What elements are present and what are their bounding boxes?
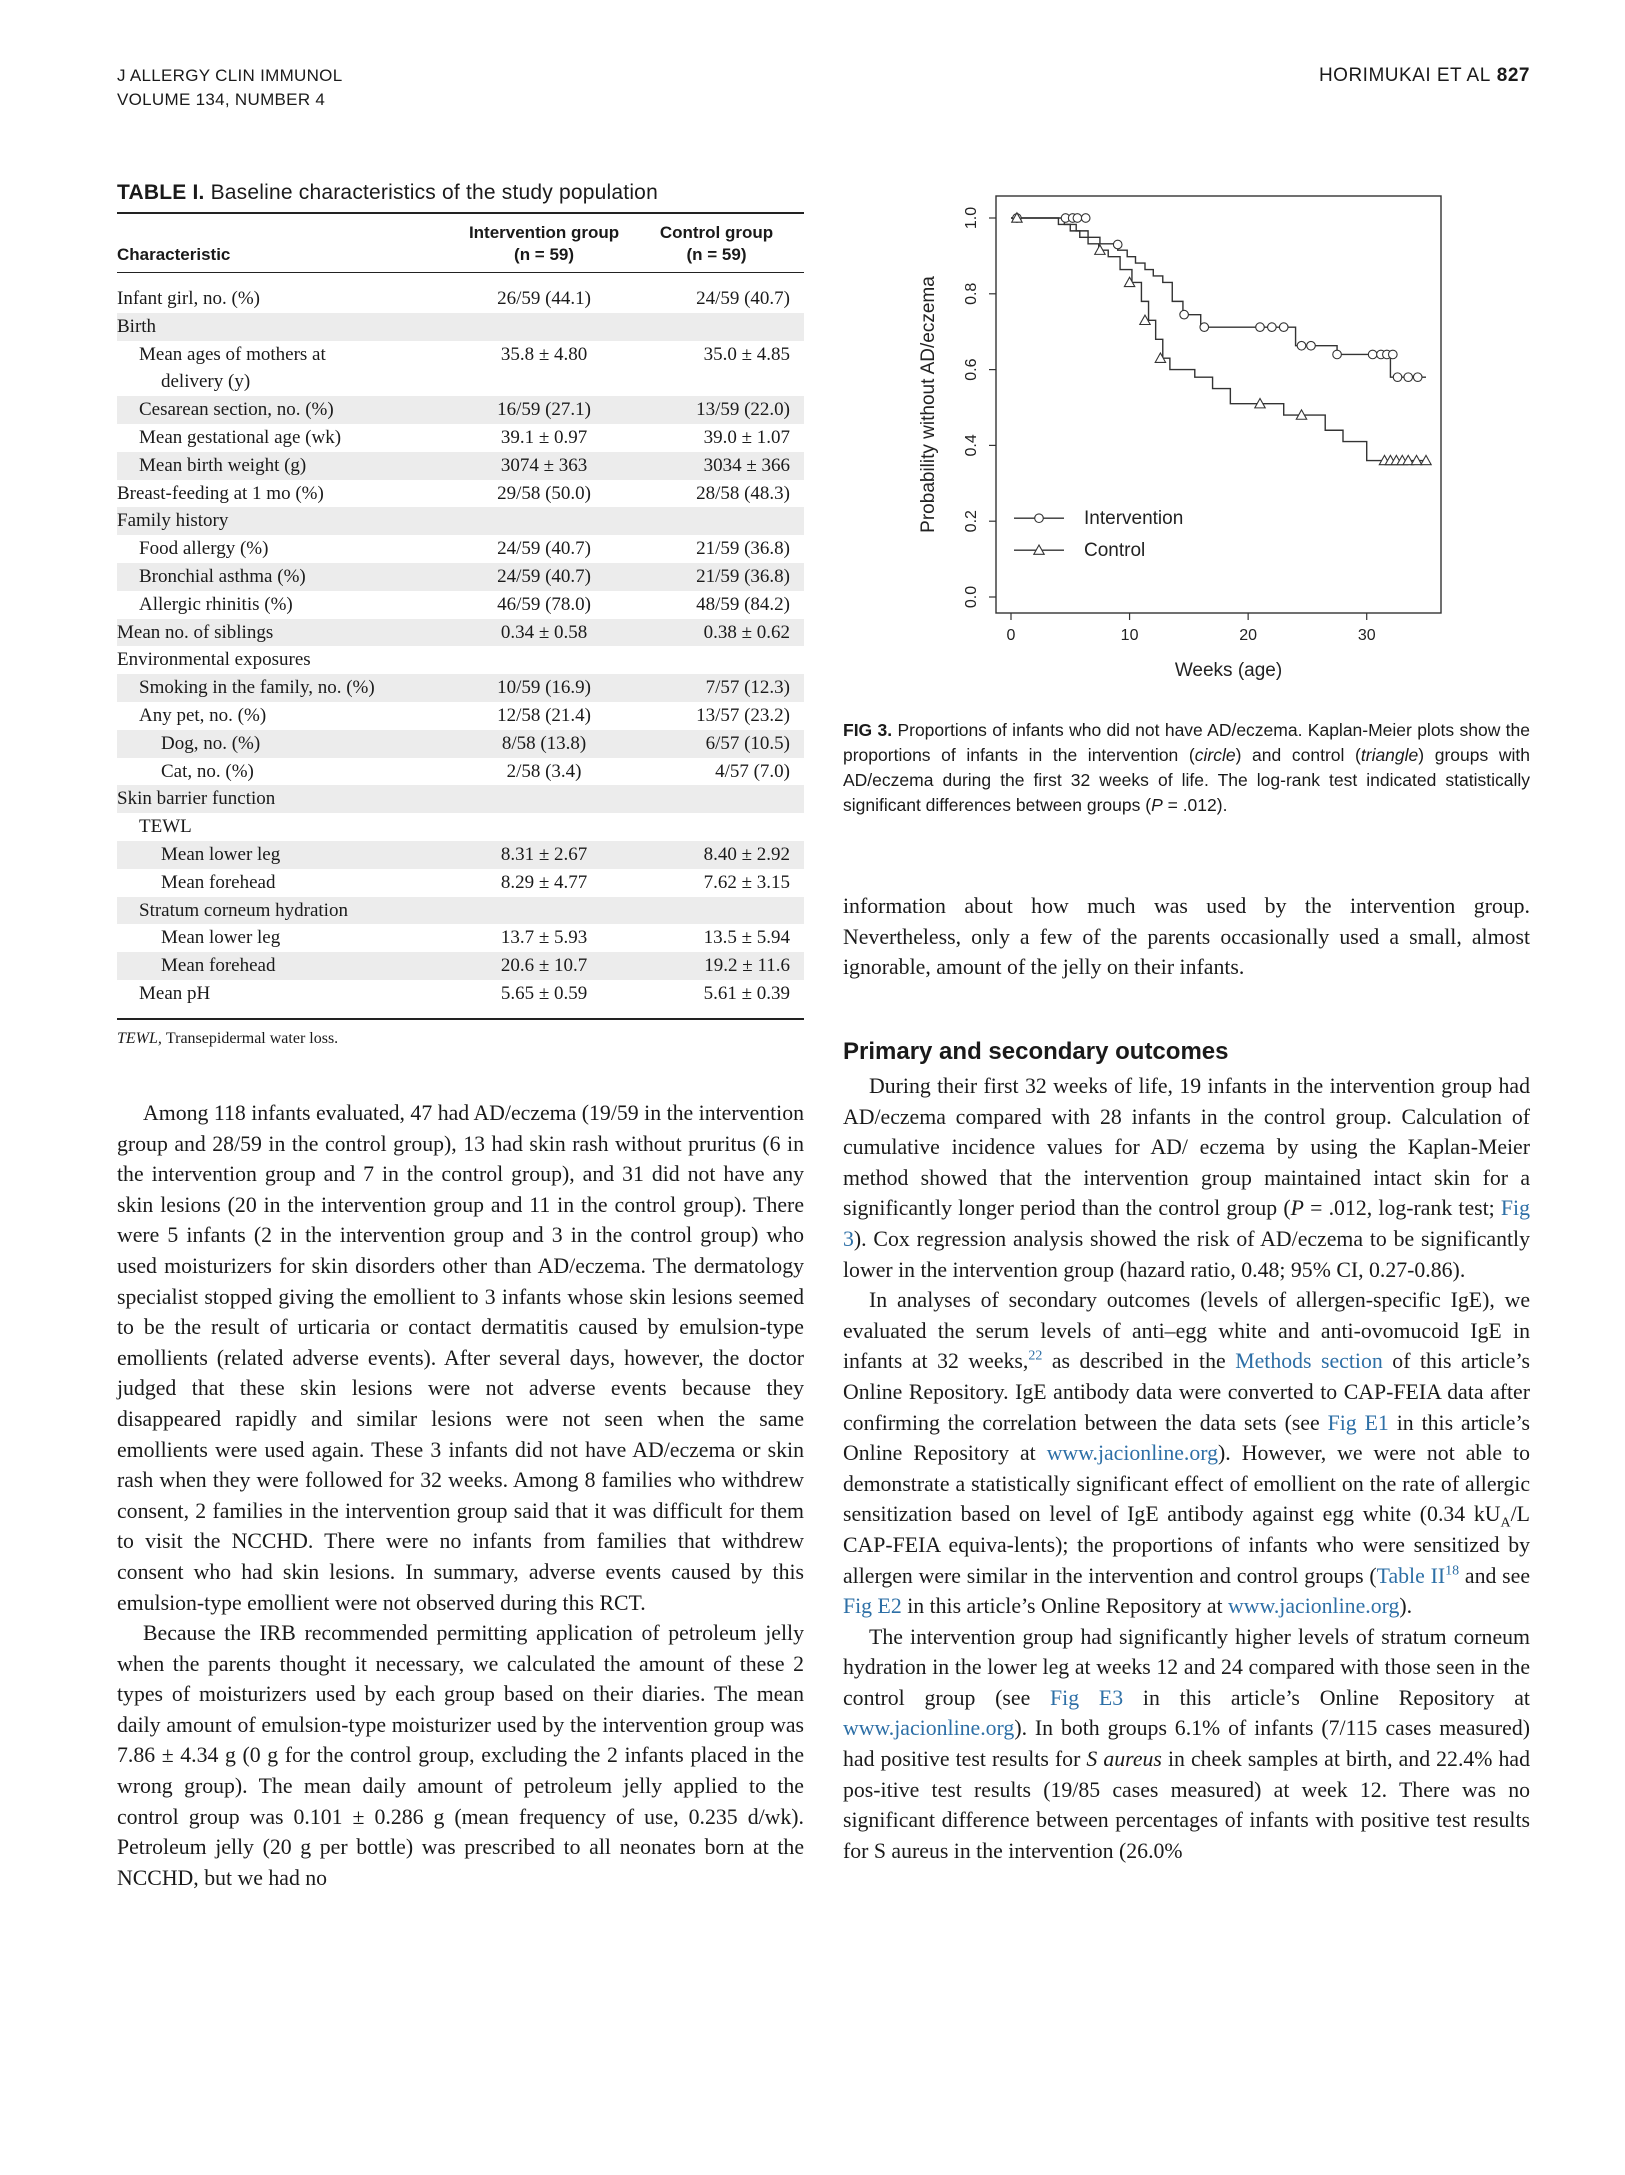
- cell-control: [629, 897, 804, 925]
- censor-circle: [1256, 323, 1265, 332]
- cell-control: 0.38 ± 0.62: [629, 619, 804, 647]
- running-header-right: [1319, 64, 1530, 88]
- cell-characteristic: [117, 646, 459, 674]
- cell-control: [629, 785, 804, 813]
- text-run: in this article’s Online Repository at: [1123, 1685, 1530, 1710]
- text-run: P: [1290, 1196, 1304, 1221]
- text-run: S aureus: [1086, 1747, 1162, 1772]
- caption-part: Proportions of infants who did not have AD/eczema. Kaplan-Meier plots show the proportions of infants in the intervention (: [843, 720, 1530, 765]
- body-paragraph: information about how much was used by the intervention group. Nevertheless, only a few of the parents occasionally used a small, almost ignorable, amount of the jelly on their infants.: [843, 894, 1530, 980]
- cell-text: Bronchial asthma (%): [139, 565, 306, 587]
- table-row: [117, 480, 804, 508]
- table-title: [117, 180, 804, 206]
- body-paragraph: Because the IRB recommended permitting application of petroleum jelly when the parents thought it necessary, we calculated the amount of these 2 types of moisturizers used by each group based on their diaries. The mean daily amount of emulsion-type moisturizer used by the intervention group was 7.86 ± 4.34 g (0 g for the control group, excluding the 2 infants placed in the wrong group). The mean daily amount of petroleum jelly applied to the control group was 0.101 ± 0.286 g (mean frequency of use, 0.235 d/wk). Petroleum jelly (20 g per bottle) was prescribed to all neonates born at the NCCHD, but we had no: [117, 1621, 804, 1890]
- cell-intervention: [459, 897, 629, 925]
- cell-control: 6/57 (10.5): [629, 730, 804, 758]
- cell-intervention: [459, 785, 629, 813]
- cell-control: 48/59 (84.2): [696, 593, 790, 615]
- cell-text: Dog, no. (%): [161, 732, 261, 754]
- col-header-intervention-line2: (n = 59): [514, 245, 575, 264]
- baseline-table: [117, 212, 804, 1020]
- cell-intervention: [459, 813, 629, 841]
- text-run: ).: [1399, 1594, 1413, 1619]
- y-tick-label: 0.8: [963, 282, 980, 305]
- cell-intervention: 5.65 ± 0.59: [500, 982, 588, 1004]
- control-curve: [1011, 218, 1426, 461]
- caption-part: ) and control (: [1235, 745, 1361, 765]
- table-row: [117, 591, 804, 619]
- cell-intervention: 26/59 (44.1): [497, 288, 591, 309]
- table-row: [117, 396, 804, 424]
- cell-characteristic: [117, 563, 459, 591]
- cell-text: Cat, no. (%): [161, 760, 254, 782]
- x-axis-label: Weeks (age): [1174, 660, 1283, 681]
- cell-characteristic: [117, 452, 459, 480]
- cell-text: Skin barrier function: [117, 788, 276, 810]
- censor-circle: [1333, 350, 1342, 359]
- x-tick-label: 0: [1006, 627, 1016, 644]
- left-column-body: [117, 1098, 804, 1893]
- censor-circle: [1297, 341, 1306, 350]
- cell-text: Infant girl, no. (%): [117, 288, 260, 309]
- cell-characteristic: [117, 535, 459, 563]
- journal-volume: VOLUME 134, NUMBER 4: [117, 90, 326, 109]
- table-row: [117, 424, 804, 452]
- text-run: as described in the: [1042, 1349, 1236, 1374]
- y-tick-label: 0.6: [963, 358, 980, 381]
- cell-characteristic: [117, 758, 459, 786]
- cell-text: Food allergy (%): [139, 538, 269, 560]
- cell-control: 19.2 ± 11.6: [629, 952, 804, 980]
- text-run: in this article’s Online Repository at: [843, 1410, 1530, 1466]
- running-header-left: [117, 64, 342, 112]
- link-methods-section[interactable]: Methods section: [1235, 1349, 1383, 1374]
- cell-text: Allergic rhinitis (%): [139, 593, 293, 615]
- cell-characteristic: [117, 813, 459, 841]
- table-row: [117, 813, 804, 841]
- table-row: [117, 758, 804, 786]
- table-row: [117, 563, 804, 591]
- cell-intervention: 2/58 (3.4): [506, 760, 582, 782]
- cell-text: Mean lower leg: [161, 927, 281, 949]
- text-run: = .012, log-rank test;: [1303, 1196, 1501, 1221]
- table-row: [117, 646, 804, 674]
- cell-characteristic: [117, 674, 459, 702]
- cell-intervention: 24/59 (40.7): [497, 538, 591, 560]
- col-header-control-line2: (n = 59): [686, 245, 747, 264]
- body-paragraph: Among 118 infants evaluated, 47 had AD/eczema (19/59 in the intervention group and 28/59 in the control group), 13 had skin rash without pruritus (6 in the intervention group and 7 in the control group), and 31 did not have any skin lesions (20 in the intervention group and 11 in the control group). There were 5 infants (2 in the intervention group and 3 in the control group) who used moisturizers for skin disorders other than AD/eczema. The dermatology specialist stopped giving the emollient to 3 infants whose skin lesions seemed to be the result of urticaria or contact dermatitis caused by emulsion-type emollients (related adverse events). After several days, however, the doctor judged that these skin lesions were not adverse events because they disappeared rapidly and similar lesions were not seen when the same emollients were used again. These 3 infants did not have AD/eczema or skin rash when they were followed for 32 weeks. Among 8 families who withdrew consent, 2 families in the intervention group said that it was difficult for them to visit the NCCHD. There were no infants from families that withdrew consent who had skin lesions. In summary, adverse events caused by this emulsion-type emollient were not observed during this RCT.: [117, 1101, 804, 1615]
- x-tick-label: 20: [1239, 627, 1258, 644]
- author-header: HORIMUKAI ET AL: [1318, 65, 1491, 86]
- table-row: [117, 897, 804, 925]
- censor-circle: [1180, 310, 1189, 319]
- cell-characteristic: [117, 396, 459, 424]
- footnote-abbr: TEWL,: [117, 1029, 162, 1047]
- cell-control: [629, 313, 804, 341]
- table-row: [117, 619, 804, 647]
- table-row: [117, 313, 804, 341]
- x-tick-label: 10: [1120, 627, 1139, 644]
- cell-text: Mean lower leg: [161, 843, 281, 865]
- table-row: [117, 980, 804, 1019]
- journal-name: J ALLERGY CLIN IMMUNOL: [117, 66, 343, 85]
- censor-circle: [1368, 350, 1377, 359]
- cell-intervention: [459, 313, 629, 341]
- cell-control: 28/58 (48.3): [696, 482, 790, 504]
- y-tick-label: 0.4: [963, 434, 980, 457]
- cell-text: Family history: [117, 510, 229, 532]
- link-jacionline[interactable]: www.jacionline.org: [1228, 1594, 1400, 1619]
- text-run: A: [1500, 1515, 1511, 1531]
- section-heading: Primary and secondary outcomes: [843, 1038, 1229, 1065]
- cell-text: Mean forehead: [161, 871, 276, 893]
- cell-characteristic: [117, 424, 459, 452]
- cell-text: Cesarean section, no. (%): [139, 399, 334, 421]
- link-fig-e3[interactable]: Fig E3: [1050, 1685, 1124, 1710]
- cell-intervention: 12/58 (21.4): [497, 704, 591, 726]
- text-run: in this article’s Online Repository at: [901, 1594, 1229, 1619]
- cell-characteristic: [117, 730, 459, 758]
- cell-intervention: 16/59 (27.1): [459, 396, 629, 424]
- cell-text-continued: delivery (y): [161, 371, 251, 393]
- cell-text: Mean birth weight (g): [139, 454, 307, 476]
- body-paragraph: [843, 1071, 1530, 1285]
- col-header-control: [629, 213, 804, 273]
- text-run: ). In both groups 6.1% of infants (7/115 cases measured) had positive test results for: [843, 1716, 1530, 1772]
- link-fig3[interactable]: Fig 3: [843, 1196, 1530, 1251]
- table-row: [117, 535, 804, 563]
- cell-intervention: 10/59 (16.9): [459, 674, 629, 702]
- text-run: ). However, we were not able to demonstrate a statistically significant effect of emollient on the rate of allergic sensitization based on level of IgE antibody against egg white (0.34 kU: [843, 1441, 1530, 1527]
- cell-intervention: [459, 646, 629, 674]
- cell-control: 13/57 (23.2): [696, 704, 790, 726]
- table-header-row: [117, 213, 804, 273]
- col-header-control-line1: Control group: [659, 223, 774, 242]
- col-header-intervention-line1: Intervention group: [468, 223, 620, 242]
- link-jacionline[interactable]: www.jacionline.org: [1046, 1441, 1218, 1466]
- censor-circle: [1268, 323, 1277, 332]
- cell-control: 13/59 (22.0): [629, 396, 804, 424]
- table-row: [117, 273, 804, 313]
- cell-characteristic: [117, 702, 459, 730]
- cell-control: 21/59 (36.8): [629, 563, 804, 591]
- table-1: [117, 180, 804, 1048]
- cell-control: 7.62 ± 3.15: [703, 871, 790, 893]
- table-body: [117, 273, 804, 1019]
- table-row: [117, 924, 804, 952]
- right-column-body: [843, 1037, 1530, 1866]
- text-run: The intervention group had significantly higher levels of stratum corneum hydration in the lower leg at weeks 12 and 24 compared with those seen in the control group (see: [843, 1624, 1530, 1710]
- footnote-text: Transepidermal water loss.: [165, 1029, 339, 1047]
- cell-intervention: 8/58 (13.8): [459, 730, 629, 758]
- cell-intervention: 20.6 ± 10.7: [459, 952, 629, 980]
- text-run: in cheek samples at birth, and 22.4% had pos-itive test results (19/85 cases measured) at week 12. There was no significant difference between percentages of infants with positive test results for S aureus in the intervention (26.0%: [843, 1747, 1530, 1863]
- intervention-curve: [1011, 218, 1426, 377]
- text-run: and see: [1459, 1563, 1531, 1588]
- page-number: 827: [1496, 65, 1530, 86]
- cell-text: Mean forehead: [161, 955, 276, 977]
- table-row: [117, 452, 804, 480]
- cell-characteristic: [117, 869, 459, 897]
- cell-text: TEWL: [139, 816, 192, 838]
- citation-link[interactable]: 18: [1445, 1563, 1460, 1579]
- cell-text: Birth: [117, 315, 157, 337]
- caption-part: triangle: [1360, 745, 1419, 765]
- censor-circle: [1279, 323, 1288, 332]
- cell-text: Smoking in the family, no. (%): [139, 677, 375, 699]
- cell-intervention: 46/59 (78.0): [497, 593, 591, 615]
- figure-3-km-plot: [914, 172, 1544, 702]
- body-paragraph: [843, 1622, 1530, 1867]
- cell-characteristic: [117, 952, 459, 980]
- cell-text: Mean no. of siblings: [117, 621, 274, 643]
- cell-control: [629, 646, 804, 674]
- cell-control: 35.0 ± 4.85: [703, 343, 790, 365]
- censor-circle: [1113, 240, 1122, 249]
- cell-intervention: 3074 ± 363: [459, 452, 629, 480]
- cell-characteristic: [117, 341, 459, 397]
- censor-circle: [1200, 323, 1209, 332]
- cell-text: Stratum corneum hydration: [139, 899, 348, 921]
- cell-characteristic: [117, 785, 459, 813]
- text-run: ). Cox regression analysis showed the risk of AD/eczema to be significantly lower in the intervention group (hazard ratio, 0.48; 95% CI, 0.27-0.86).: [843, 1226, 1530, 1282]
- cell-characteristic: [117, 924, 459, 952]
- cell-characteristic: [117, 897, 459, 925]
- cell-control: 7/57 (12.3): [629, 674, 804, 702]
- censor-circle: [1035, 514, 1044, 523]
- caption-part: P: [1151, 795, 1163, 815]
- censor-circle: [1393, 373, 1402, 382]
- cell-control: 3034 ± 366: [629, 452, 804, 480]
- body-paragraph: [843, 1285, 1530, 1622]
- table-row: [117, 341, 804, 397]
- cell-text: Any pet, no. (%): [139, 704, 267, 726]
- censor-circle: [1073, 214, 1082, 223]
- cell-characteristic: [117, 273, 459, 313]
- table-row: [117, 507, 804, 535]
- col-header-characteristic: Characteristic: [117, 245, 231, 264]
- cell-control: [629, 507, 804, 535]
- legend-label: Intervention: [1084, 508, 1184, 530]
- text-run: /L CAP-FEIA equiva-lents); the proportions of infants who were sensitized by allergen were similar in the intervention and control groups (: [843, 1502, 1530, 1588]
- cell-control: [629, 813, 804, 841]
- y-tick-label: 0.0: [963, 585, 980, 609]
- cell-text: Mean pH: [139, 982, 211, 1004]
- cell-intervention: 13.7 ± 5.93: [500, 927, 588, 949]
- table-row: [117, 702, 804, 730]
- cell-characteristic: [117, 313, 459, 341]
- cell-control: 24/59 (40.7): [696, 288, 790, 309]
- link-fig-e1[interactable]: Fig E1: [1327, 1410, 1389, 1435]
- cell-characteristic: [117, 507, 459, 535]
- text-run: of this article’s Online Repository. IgE antibody data were converted to CAP-FEIA data after confirming the correlation between the data sets (see: [843, 1349, 1530, 1435]
- cell-control: 13.5 ± 5.94: [703, 927, 790, 949]
- cell-control: 21/59 (36.8): [696, 538, 790, 560]
- link-jacionline[interactable]: www.jacionline.org: [843, 1716, 1015, 1741]
- cell-control: 5.61 ± 0.39: [703, 982, 790, 1004]
- text-run: In analyses of secondary outcomes (levels of allergen-specific IgE), we evaluated the serum levels of anti–egg white and anti-ovomucoid IgE in infants at 32 weeks,: [843, 1288, 1530, 1374]
- cell-characteristic: [117, 980, 459, 1019]
- x-tick-label: 30: [1357, 627, 1376, 644]
- cell-text: Mean ages of mothers at: [139, 343, 326, 365]
- cell-control: 39.0 ± 1.07: [703, 426, 790, 448]
- y-axis-label: Probability without AD/eczema: [918, 276, 939, 533]
- cell-text: Mean gestational age (wk): [139, 426, 342, 448]
- cell-intervention: 8.31 ± 2.67: [459, 841, 629, 869]
- table-caption: Baseline characteristics of the study population: [210, 181, 658, 204]
- table-row: [117, 674, 804, 702]
- table-label: TABLE I.: [117, 181, 205, 204]
- table-footnote: [117, 1030, 804, 1048]
- caption-part: = .012).: [1162, 795, 1228, 815]
- cell-intervention: 35.8 ± 4.80: [500, 343, 588, 365]
- figure-caption: [843, 718, 1530, 818]
- cell-intervention: 39.1 ± 0.97: [500, 426, 588, 448]
- censor-circle: [1404, 373, 1413, 382]
- cell-intervention: 29/58 (50.0): [497, 482, 591, 504]
- censor-circle: [1413, 373, 1422, 382]
- citation-link[interactable]: 22: [1028, 1349, 1043, 1365]
- cell-characteristic: [117, 841, 459, 869]
- cell-intervention: 0.34 ± 0.58: [459, 619, 629, 647]
- link-fig-e2[interactable]: Fig E2: [843, 1594, 902, 1619]
- cell-characteristic: [117, 480, 459, 508]
- km-chart-svg: [914, 172, 1544, 702]
- legend-label: Control: [1084, 540, 1146, 562]
- censor-circle: [1389, 350, 1398, 359]
- cell-control: 8.40 ± 2.92: [629, 841, 804, 869]
- cell-intervention: [459, 507, 629, 535]
- cell-intervention: 24/59 (40.7): [459, 563, 629, 591]
- cell-characteristic: [117, 619, 459, 647]
- table-row: [117, 730, 804, 758]
- table-row: [117, 841, 804, 869]
- cell-control: 4/57 (7.0): [715, 760, 790, 782]
- cell-text: Environmental exposures: [117, 649, 311, 671]
- col-header-intervention: [459, 213, 629, 273]
- caption-part: circle: [1194, 745, 1236, 765]
- caption-part: ) groups with AD/eczema during the first 32 weeks of life. The log-rank test indicated statistically significant differences between groups (: [843, 745, 1530, 815]
- cell-characteristic: [117, 591, 459, 619]
- cell-intervention: 8.29 ± 4.77: [500, 871, 588, 893]
- y-tick-label: 1.0: [963, 206, 980, 230]
- table-row: [117, 952, 804, 980]
- table-row: [117, 869, 804, 897]
- table-row: [117, 785, 804, 813]
- text-run: During their first 32 weeks of life, 19 infants in the intervention group had AD/eczema compared with 28 infants in the control group. Calculation of cumulative incidence values for AD/ eczema by using the Kaplan-Meier method showed that the intervention group maintained intact skin for a significantly longer period than the control group (: [843, 1074, 1530, 1221]
- cell-text: Breast-feeding at 1 mo (%): [117, 482, 324, 504]
- censor-circle: [1081, 214, 1090, 223]
- y-tick-label: 0.2: [963, 510, 980, 533]
- right-column-continuation: [843, 891, 1530, 983]
- figure-label: FIG 3.: [843, 720, 893, 740]
- link-table-2[interactable]: Table II: [1376, 1563, 1446, 1588]
- censor-circle: [1307, 341, 1316, 350]
